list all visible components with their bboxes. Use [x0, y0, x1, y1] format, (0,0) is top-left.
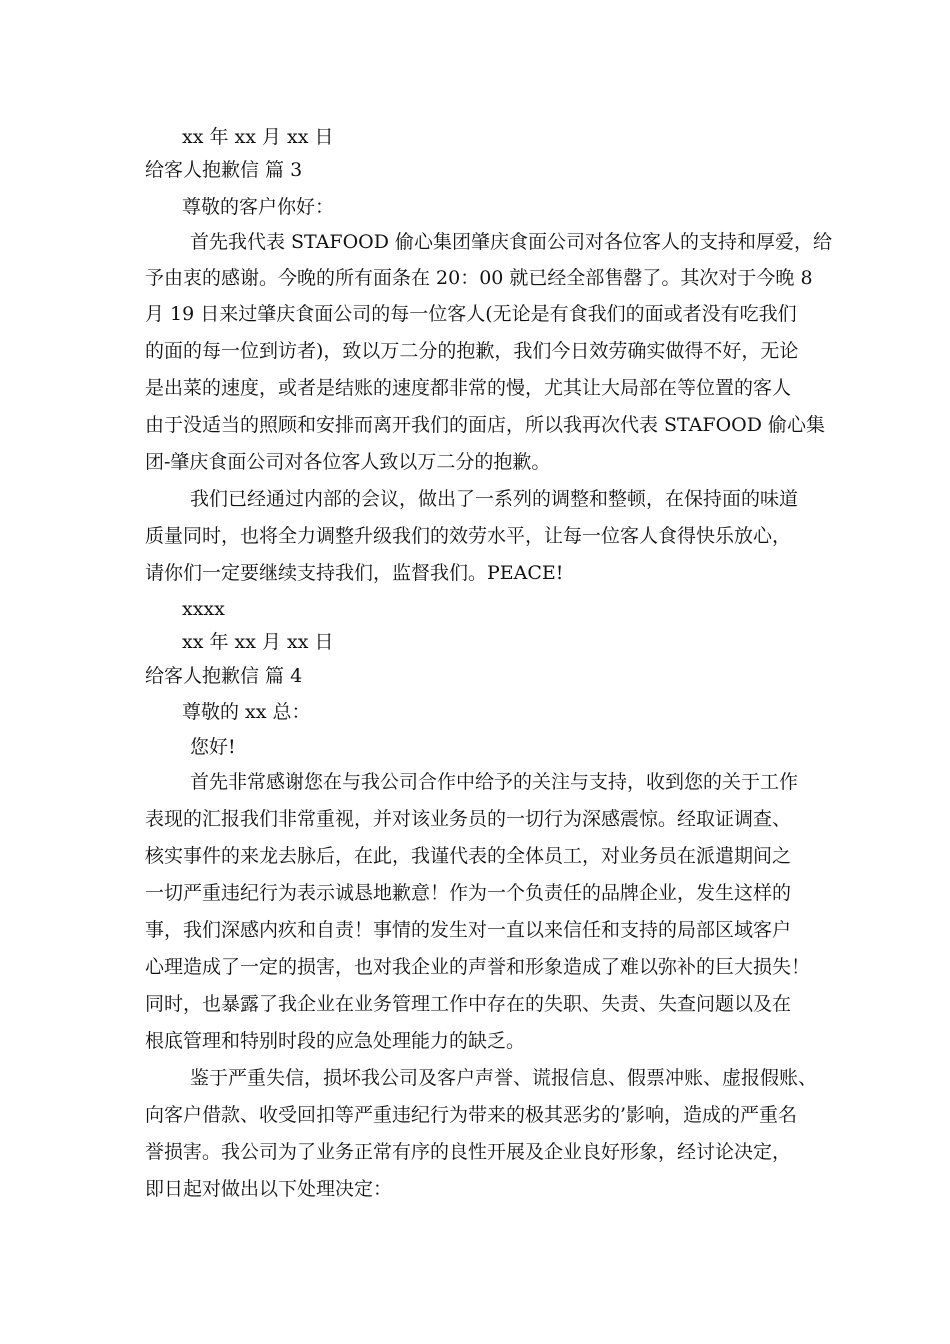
- para3-1-line: 首先我代表 STAFOOD 偷心集团肇庆食面公司对各位客人的支持和厚爱，给: [190, 231, 833, 253]
- para4-2-line: 鉴于严重失信，损坏我公司及客户声誉、谎报信息、假票冲账、虚报假账、: [190, 1067, 818, 1089]
- signature: xxxx: [182, 598, 225, 620]
- greeting: 您好!: [190, 736, 236, 758]
- para3-1-line: 的面的每一位到访者)，致以万二分的抱歉，我们今日效劳确实做得不好，无论: [145, 340, 799, 362]
- para4-1-line: 根底管理和特别时段的应急处理能力的缺乏。: [145, 1030, 526, 1052]
- para4-2-line: 誉损害。我公司为了业务正常有序的良性开展及企业良好形象，经讨论决定，: [145, 1141, 792, 1163]
- para3-2-line: 请你们一定要继续支持我们，监督我们。PEACE!: [145, 562, 564, 584]
- salutation-4: 尊敬的 xx 总：: [182, 701, 311, 723]
- para3-1-line: 予由衷的感谢。今晚的所有面条在 20：00 就已经全部售罄了。其次对于今晚 8: [145, 267, 813, 289]
- para4-2-line: 向客户借款、收受回扣等严重违纪行为带来的极其恶劣的’影响，造成的严重名: [145, 1104, 798, 1126]
- para4-2-line: 即日起对做出以下处理决定：: [145, 1178, 393, 1200]
- para4-1-line: 事，我们深感内疚和自责！事情的发生对一直以来信任和支持的局部区域客户: [145, 919, 792, 941]
- para4-1-line: 表现的汇报我们非常重视，并对该业务员的一切行为深感震惊。经取证调查、: [145, 808, 792, 830]
- section-3-title: 给客人抱歉信 篇 3: [145, 159, 303, 181]
- para3-1-line: 是出菜的速度，或者是结账的速度都非常的慢，尤其让大局部在等位置的客人: [145, 377, 792, 399]
- para3-1-line: 月 19 日来过肇庆食面公司的每一位客人(无论是有食我们的面或者没有吃我们: [145, 303, 797, 325]
- date: xx 年 xx 月 xx 日: [182, 631, 334, 653]
- para3-2-line: 我们已经通过内部的会议，做出了一系列的调整和整顿，在保持面的味道: [190, 488, 799, 510]
- para4-1-line: 心理造成了一定的损害，也对我企业的声誉和形象造成了难以弥补的巨大损失！: [145, 956, 811, 978]
- para3-1-line: 由于没适当的照顾和安排而离开我们的面店，所以我再次代表 STAFOOD 偷心集: [145, 414, 826, 436]
- para4-1-line: 同时，也暴露了我企业在业务管理工作中存在的失职、失责、失查问题以及在: [145, 993, 792, 1015]
- para4-1-line: 核实事件的来龙去脉后，在此，我谨代表的全体员工，对业务员在派遣期间之: [145, 845, 792, 867]
- date-top: xx 年 xx 月 xx 日: [182, 126, 334, 148]
- para4-1-line: 首先非常感谢您在与我公司合作中给予的关注与支持，收到您的关于工作: [190, 771, 799, 793]
- para3-1-line: 团-肇庆食面公司对各位客人致以万二分的抱歉。: [145, 451, 551, 473]
- section-4-title: 给客人抱歉信 篇 4: [145, 665, 303, 687]
- para4-1-line: 一切严重违纪行为表示诚恳地歉意！作为一个负责任的品牌企业，发生这样的: [145, 882, 792, 904]
- para3-2-line: 质量同时，也将全力调整升级我们的效劳水平，让每一位客人食得快乐放心，: [145, 525, 792, 547]
- salutation-3: 尊敬的客户你好：: [182, 196, 335, 218]
